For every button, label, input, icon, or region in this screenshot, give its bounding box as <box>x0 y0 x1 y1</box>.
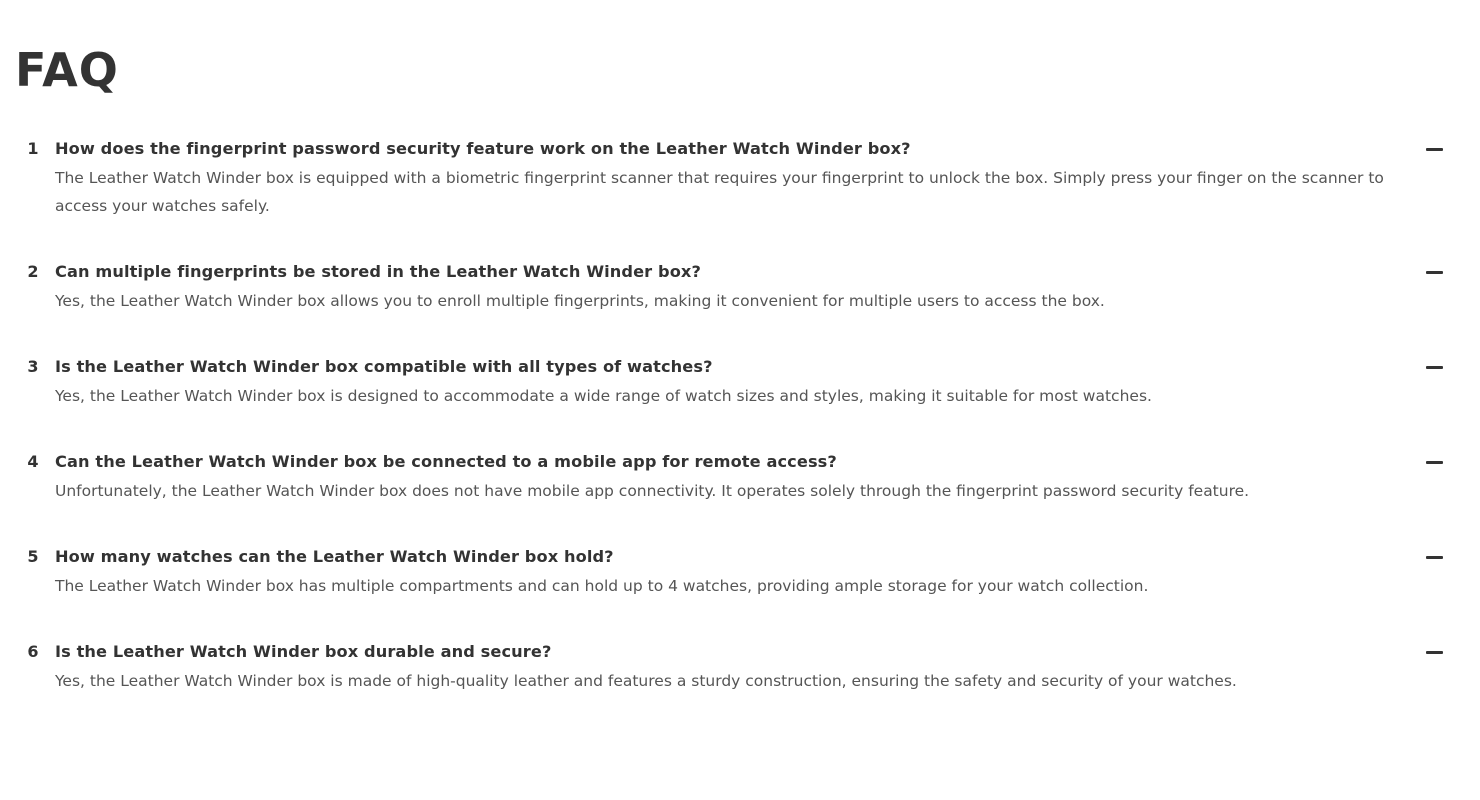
faq-question-text[interactable]: How many watches can the Leather Watch Winder box hold? <box>55 547 614 566</box>
faq-number: 3 <box>27 357 39 376</box>
minus-icon <box>1426 271 1443 274</box>
minus-icon <box>1426 148 1443 151</box>
faq-number: 2 <box>27 262 39 281</box>
faq-answer-4: Unfortunately, the Leather Watch Winder box does not have mobile app connectivity. It operates solely through the fingerprint password security feature. <box>55 482 1250 500</box>
page-title: FAQ <box>15 43 119 97</box>
collapse-toggle-6[interactable] <box>1422 642 1448 662</box>
minus-icon <box>1426 366 1443 369</box>
minus-icon <box>1426 651 1443 654</box>
collapse-toggle-4[interactable] <box>1422 452 1448 472</box>
minus-icon <box>1426 461 1443 464</box>
faq-question-6[interactable] <box>0 638 1480 666</box>
faq-answer-1: The Leather Watch Winder box is equipped with a biometric fingerprint scanner that requires your fingerprint to unlock the box. Simply press your finger on the scanner to access your watches safely. <box>55 169 1384 215</box>
faq-number: 1 <box>27 139 39 158</box>
faq-answer-3: Yes, the Leather Watch Winder box is designed to accommodate a wide range of watch sizes and styles, making it suitable for most watches. <box>55 387 1152 405</box>
faq-answer-5: The Leather Watch Winder box has multiple compartments and can hold up to 4 watches, providing ample storage for your watch collection. <box>55 577 1149 595</box>
collapse-toggle-1[interactable] <box>1422 139 1448 159</box>
faq-question-text[interactable]: Is the Leather Watch Winder box compatible with all types of watches? <box>55 357 713 376</box>
faq-answer-2: Yes, the Leather Watch Winder box allows you to enroll multiple fingerprints, making it convenient for multiple users to access the box. <box>55 292 1105 310</box>
collapse-toggle-2[interactable] <box>1422 262 1448 282</box>
faq-number: 6 <box>27 642 39 661</box>
faq-question-2[interactable] <box>0 258 1480 286</box>
minus-icon <box>1426 556 1443 559</box>
faq-question-5[interactable] <box>0 543 1480 571</box>
faq-question-text[interactable]: Is the Leather Watch Winder box durable and secure? <box>55 642 552 661</box>
faq-question-text[interactable]: How does the fingerprint password security feature work on the Leather Watch Winder box? <box>55 139 911 158</box>
collapse-toggle-5[interactable] <box>1422 547 1448 567</box>
faq-number: 5 <box>27 547 39 566</box>
faq-number: 4 <box>27 452 39 471</box>
faq-question-text[interactable]: Can multiple fingerprints be stored in the Leather Watch Winder box? <box>55 262 701 281</box>
faq-question-text[interactable]: Can the Leather Watch Winder box be connected to a mobile app for remote access? <box>55 452 837 471</box>
collapse-toggle-3[interactable] <box>1422 357 1448 377</box>
faq-question-1[interactable] <box>0 135 1480 163</box>
faq-answer-6: Yes, the Leather Watch Winder box is made of high-quality leather and features a sturdy construction, ensuring the safety and security of your watches. <box>55 672 1237 690</box>
faq-question-4[interactable] <box>0 448 1480 476</box>
faq-question-3[interactable] <box>0 353 1480 381</box>
